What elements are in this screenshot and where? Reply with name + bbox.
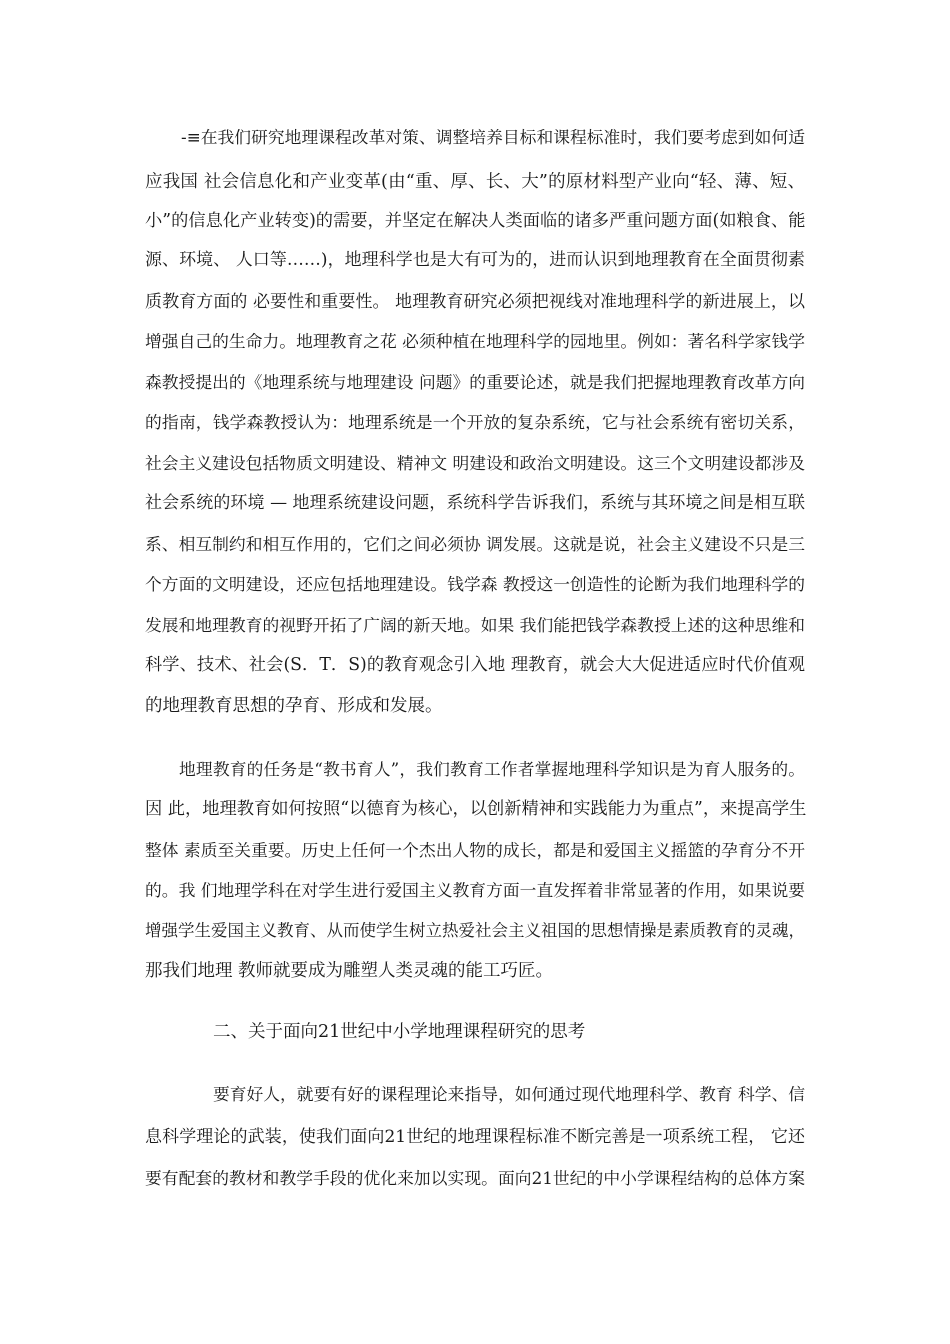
paragraph-2-line-1: 地理教育的任务是“教书育人”，我们教育工作者掌握地理科学知识是为育人服务的。 (179, 759, 805, 779)
paragraph-1-line-9: 社会主义建设包括物质文明建设、精神文 明建设和政治文明建设。这三个文明建设都涉及 (145, 453, 805, 473)
paragraph-1-line-3: 小”的信息化产业转变)的需要，并坚定在解决人类面临的诸多严重问题方面(如粮食、能 (145, 211, 806, 231)
paragraph-1-line-12: 个方面的文明建设，还应包括地理建设。钱学森 教授这一创造性的论断为我们地理科学的 (145, 574, 805, 594)
paragraph-1-line-8: 的指南，钱学森教授认为：地理系统是一个开放的复杂系统，它与社会系统有密切关系， (145, 412, 805, 432)
paragraph-1-line-14: 科学、技术、社会(S．T．S)的教育观念引入地 理教育，就会大大促进适应时代价值观 (145, 655, 805, 675)
paragraph-3-line-2: 息科学理论的武装，使我们面向21世纪的地理课程标准不断完善是一项系统工程， 它还 (145, 1127, 805, 1147)
paragraph-1-line-15: 的地理教育思想的孕育、形成和发展。 (145, 696, 443, 716)
paragraph-2-line-2: 因 此，地理教育如何按照“以德育为核心，以创新精神和实践能力为重点”，来提高学生 (145, 799, 807, 819)
paragraph-1-line-13: 发展和地理教育的视野开拓了广阔的新天地。如果 我们能把钱学森教授上述的这种思维和 (145, 615, 805, 635)
paragraph-1-line-7: 森教授提出的《地理系统与地理建设 问题》的重要论述，就是我们把握地理教育改革方向 (145, 372, 805, 392)
paragraph-2-line-4: 的。我 们地理学科在对学生进行爱国主义教育方面一直发挥着非常显著的作用，如果说要 (145, 880, 805, 900)
paragraph-2-line-6: 那我们地理 教师就要成为雕塑人类灵魂的能工巧匠。 (145, 961, 554, 981)
paragraph-1-line-5: 质教育方面的 必要性和重要性。 地理教育研究必须把视线对准地理科学的新进展上，以 (145, 292, 805, 312)
section-heading: 二、关于面向21世纪中小学地理课程研究的思考 (213, 1022, 586, 1042)
paragraph-1-line-6: 增强自己的生命力。地理教育之花 必须种植在地理科学的园地里。例如：著名科学家钱学 (145, 331, 805, 351)
paragraph-2-line-5: 增强学生爱国主义教育、从而使学生树立热爱社会主义祖国的思想情操是素质教育的灵魂， (145, 921, 805, 940)
paragraph-1-line-11: 系、相互制约和相互作用的，它们之间必须协 调发展。这就是说，社会主义建设不只是三 (145, 534, 805, 554)
paragraph-2-line-3: 整体 素质至关重要。历史上任何一个杰出人物的成长，都是和爱国主义摇篮的孕育分不开 (145, 840, 805, 860)
paragraph-3-line-1: 要育好人，就要有好的课程理论来指导，如何通过现代地理科学、教育 科学、信 (213, 1084, 805, 1104)
paragraph-1-line-10: 社会系统的环境 — 地理系统建设问题，系统科学告诉我们，系统与其环境之间是相互联 (145, 493, 805, 513)
paragraph-3-line-3: 要有配套的教材和教学手段的优化来加以实现。面向21世纪的中小学课程结构的总体方案 (145, 1168, 805, 1188)
paragraph-1-line-4: 源、环境、 人口等……)，地理科学也是大有可为的，进而认识到地理教育在全面贯彻素 (145, 250, 805, 270)
paragraph-1-line-2: 应我国 社会信息化和产业变革(由“重、厚、长、大”的原材料型产业向“轻、薄、短、 (145, 172, 805, 192)
paragraph-1-line-1: -≡在我们研究地理课程改革对策、调整培养目标和课程标准时，我们要考虑到如何适 (181, 127, 805, 147)
